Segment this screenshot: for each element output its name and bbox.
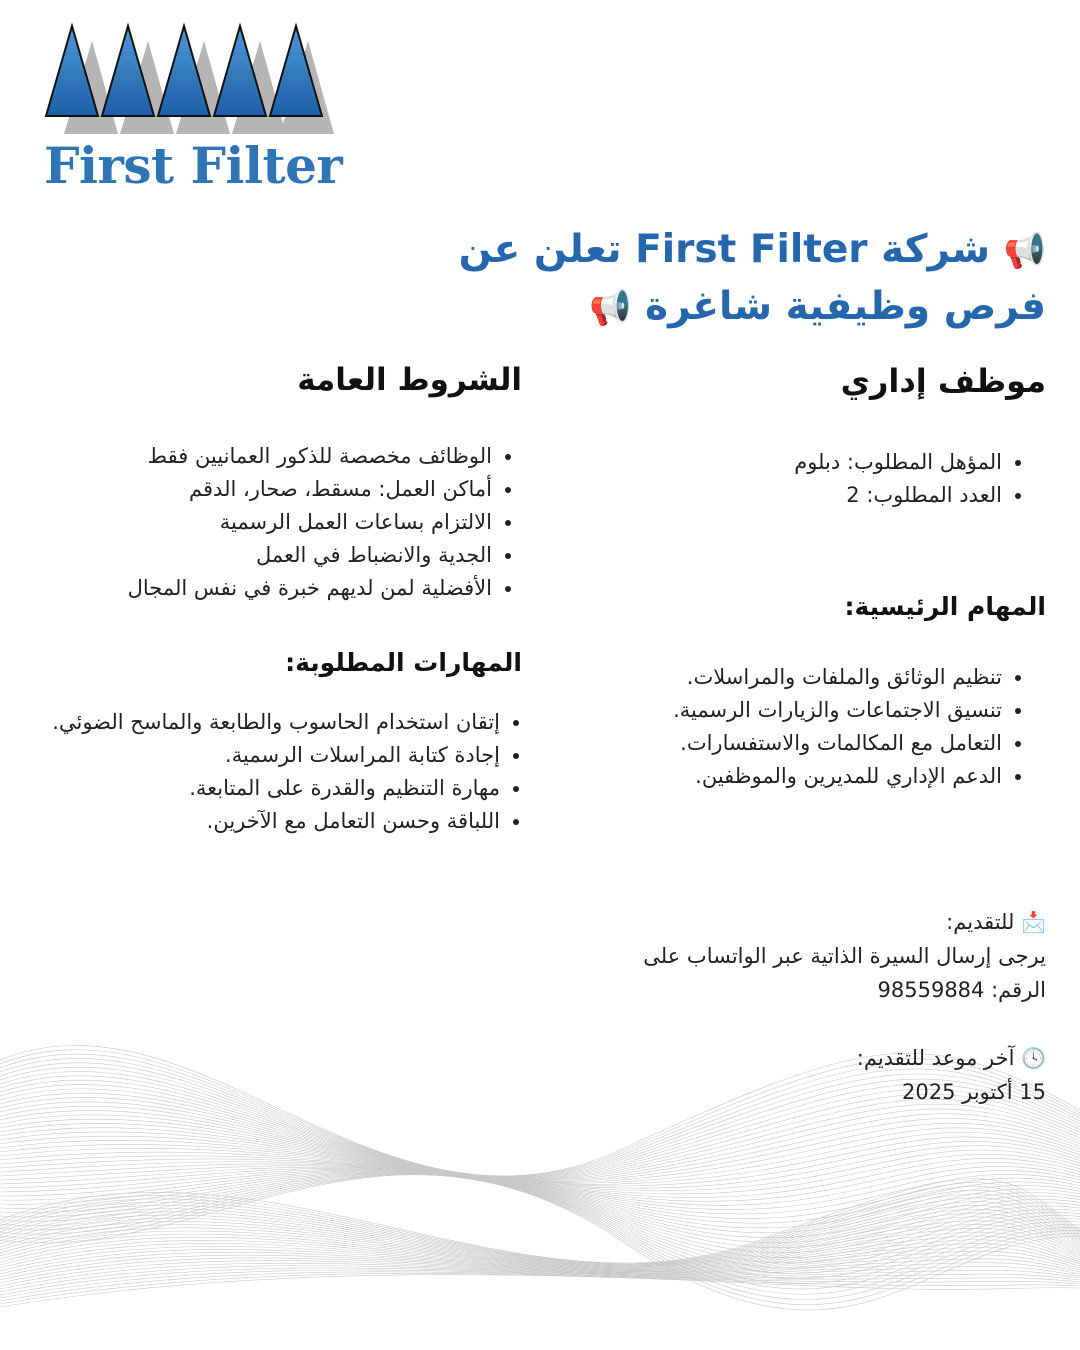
skills-heading: المهارات المطلوبة: xyxy=(285,648,522,677)
job-title: موظف إداري xyxy=(840,362,1046,400)
wave-line xyxy=(0,1273,1080,1304)
envelope-icon: 📩 xyxy=(1021,910,1046,934)
megaphone-icon: 📢 xyxy=(589,288,632,328)
announcement-title xyxy=(406,222,1046,336)
apply-label-row xyxy=(546,905,1046,939)
clock-icon: 🕓 xyxy=(1021,1046,1046,1070)
job-details-list xyxy=(562,446,1030,512)
list-item: • التعامل مع المكالمات والاستفسارات. xyxy=(522,727,1002,760)
list-item: • الدعم الإداري للمديرين والموظفين. xyxy=(522,760,1002,793)
skills-list xyxy=(30,706,528,838)
list-item: • إجادة كتابة المراسلات الرسمية. xyxy=(30,739,500,772)
list-item: • اللباقة وحسن التعامل مع الآخرين. xyxy=(30,805,500,838)
conditions-list xyxy=(0,440,520,605)
wave-line xyxy=(0,1106,1080,1181)
wave-line xyxy=(0,1275,1080,1307)
apply-text: يرجى إرسال السيرة الذاتية عبر الواتساب على xyxy=(643,944,1046,968)
tasks-heading: المهام الرئيسية: xyxy=(844,592,1046,621)
list-item: • تنسيق الاجتماعات والزيارات الرسمية. xyxy=(522,694,1002,727)
list-item: • أماكن العمل: مسقط، صحار، الدقم xyxy=(0,473,492,506)
deadline-section xyxy=(546,1041,1046,1109)
list-item: • الالتزام بساعات العمل الرسمية xyxy=(0,506,492,539)
list-item: • المؤهل المطلوب: دبلوم xyxy=(562,446,1002,479)
apply-section xyxy=(546,905,1046,1007)
logo-triangles xyxy=(46,26,334,134)
title-line-1: 📢 شركة First Filter تعلن عن xyxy=(458,227,1046,272)
wave-line xyxy=(0,1240,1080,1272)
list-item: • العدد المطلوب: 2 xyxy=(562,479,1002,512)
deadline-label-row xyxy=(546,1041,1046,1075)
apply-number: الرقم: 98559884 xyxy=(877,978,1046,1002)
wave-line xyxy=(0,1268,1080,1295)
list-item: • الأفضلية لمن لديهم خبرة في نفس المجال xyxy=(0,572,492,605)
list-item: • الوظائف مخصصة للذكور العمانيين فقط xyxy=(0,440,492,473)
tasks-list xyxy=(522,661,1030,793)
wave-line xyxy=(0,1110,1080,1182)
list-item: • تنظيم الوثائق والملفات والمراسلات. xyxy=(522,661,1002,694)
conditions-heading: الشروط العامة xyxy=(297,362,522,398)
list-item: • مهارة التنظيم والقدرة على المتابعة. xyxy=(30,772,500,805)
deadline-date: 15 أكتوبر 2025 xyxy=(902,1080,1046,1104)
megaphone-icon: 📢 xyxy=(1003,231,1046,271)
list-item: • الجدية والانضباط في العمل xyxy=(0,539,492,572)
logo-text: First Filter xyxy=(44,136,343,195)
deadline-label: آخر موعد للتقديم: xyxy=(856,1046,1015,1070)
apply-label: للتقديم: xyxy=(946,910,1015,934)
list-item: • إتقان استخدام الحاسوب والطابعة والماسح الضوئي. xyxy=(30,706,500,739)
title-line-2: فرص وظيفية شاغرة 📢 xyxy=(589,284,1046,329)
wave-line xyxy=(0,1272,1080,1301)
